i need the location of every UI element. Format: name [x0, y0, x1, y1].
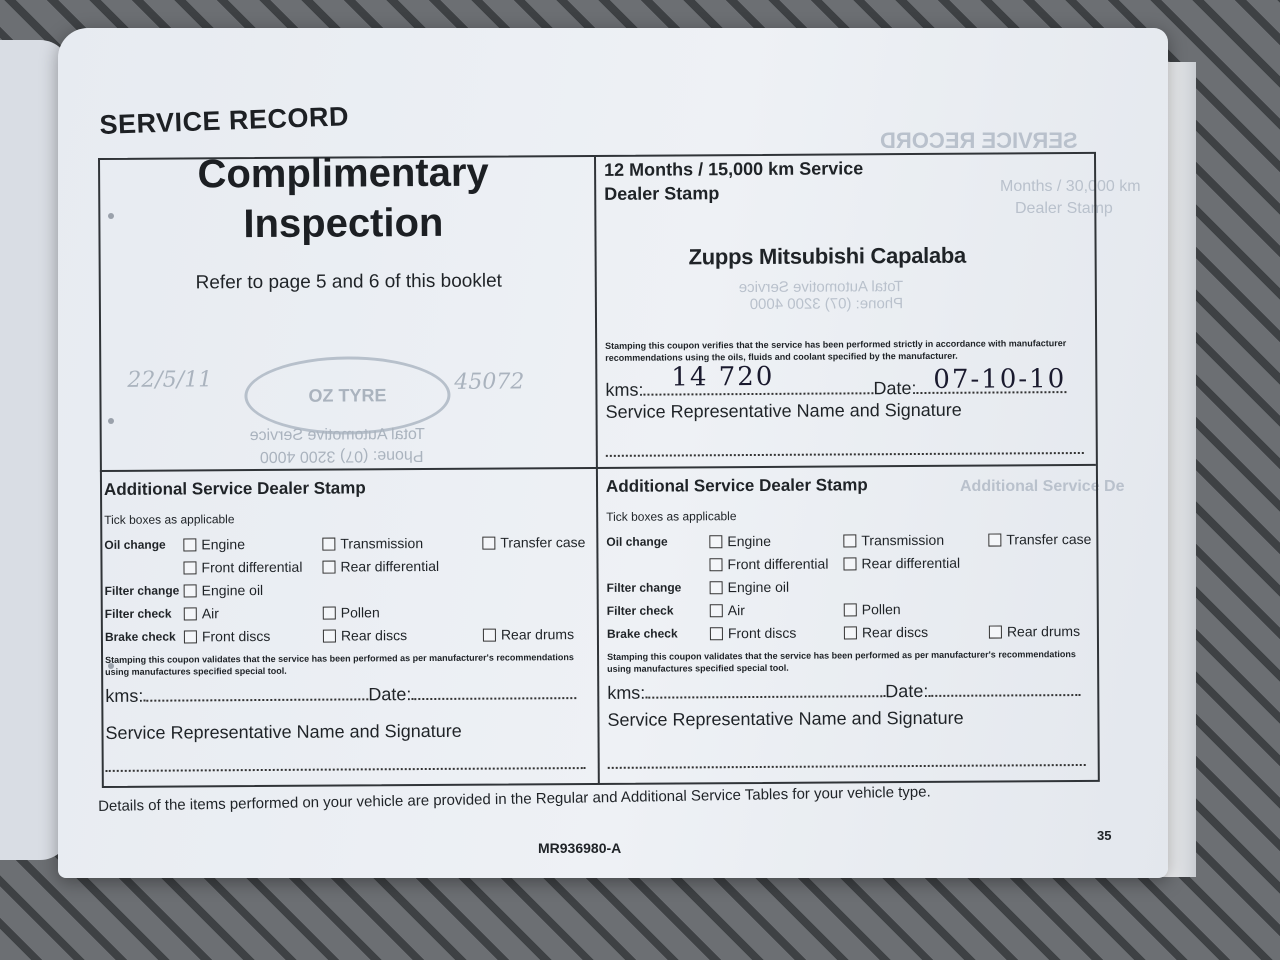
- footer-note: Details of the items performed on your vehicle are provided in the Regular and Additional Service Tables for your vehicle type.: [98, 783, 931, 815]
- checkbox-engine-oil[interactable]: [184, 582, 264, 598]
- checkbox-label: Air: [727, 602, 745, 619]
- checkbox-rear-drums[interactable]: [483, 626, 574, 643]
- faint-stamp-line: Phone: (07) 3200 4000: [749, 295, 904, 314]
- kms-label: kms:: [105, 685, 144, 706]
- kms-label: kms:: [605, 379, 644, 400]
- checkbox-label: Engine oil: [201, 581, 264, 599]
- kms-value: 14 720: [671, 361, 775, 393]
- checkbox-label: Transfer case: [1006, 530, 1092, 548]
- row-label-brake-check: Brake check: [104, 629, 176, 644]
- complimentary-inspection-title: [118, 147, 569, 250]
- dealer-stamp-name: Zupps Mitsubishi Capalaba: [688, 242, 966, 270]
- checkbox-rear-differential[interactable]: [843, 555, 960, 572]
- tick-note: Tick boxes as applicable: [606, 509, 737, 524]
- checkbox-front-differential[interactable]: [183, 559, 302, 576]
- checkbox-front-discs[interactable]: [710, 625, 797, 642]
- checkbox-label: Air: [201, 605, 219, 622]
- checkbox-front-discs[interactable]: [184, 628, 271, 645]
- section-heading: SERVICE RECORD: [99, 101, 350, 140]
- title-line: Inspection: [243, 200, 444, 247]
- stamp-text: Total Automotive Service: [249, 426, 425, 445]
- checkbox-transmission[interactable]: [322, 535, 423, 552]
- additional-service-title: Additional Service Dealer Stamp: [605, 475, 868, 496]
- service-12m-title: [604, 156, 863, 206]
- part-number: MR936980-A: [538, 840, 622, 856]
- checkbox-air[interactable]: [184, 605, 219, 621]
- additional-service-title: Additional Service Dealer Stamp: [103, 478, 366, 499]
- checkbox-label: Front discs: [201, 627, 271, 645]
- show-through-text: Dealer Stamp: [1015, 200, 1113, 217]
- checkbox-label: Front differential: [727, 555, 829, 573]
- service-record-form: [98, 152, 1098, 786]
- checkbox-label: Engine: [727, 532, 771, 550]
- checkbox-label: Engine: [201, 536, 246, 553]
- checkbox-label: Pollen: [340, 604, 380, 621]
- checkbox-engine[interactable]: [183, 536, 245, 552]
- row-label-filter-change: Filter change: [606, 580, 682, 595]
- checkbox-air[interactable]: [710, 602, 745, 618]
- checkbox-label: Pollen: [861, 601, 901, 618]
- kms-date-line: [607, 680, 1080, 704]
- checkbox-label: Front differential: [201, 558, 303, 576]
- faint-stamp-line: Total Automotive Service: [738, 278, 904, 297]
- row-label-filter-check: Filter check: [104, 606, 172, 621]
- checkbox-label: Transmission: [340, 535, 424, 552]
- checkbox-engine-oil[interactable]: [710, 579, 790, 595]
- checkbox-label: Transfer case: [500, 534, 586, 551]
- checkbox-label: Rear differential: [340, 557, 440, 575]
- checkbox-transmission[interactable]: [843, 532, 944, 549]
- checkbox-rear-drums[interactable]: [989, 623, 1080, 640]
- checkbox-rear-discs[interactable]: [323, 627, 407, 644]
- checkbox-label: Rear discs: [861, 623, 929, 641]
- show-through-heading: SERVICE RECORD: [880, 128, 1078, 153]
- stamp-text: Phone: (07) 3200 4000: [259, 447, 424, 466]
- service-disclaimer: Stamping this coupon verifies that the service has been performed strictly in accordance with manufacturer recommendations using the oils, fluids and coolant specified by the manufacturer.: [605, 338, 1067, 363]
- show-through-text: Additional Service De: [960, 478, 1125, 495]
- date-label: Date:: [885, 680, 929, 702]
- stamp-handwriting: 22/5/11: [127, 367, 213, 393]
- date-label: Date:: [368, 684, 412, 705]
- checkbox-label: Rear differential: [861, 554, 961, 572]
- date-label: Date:: [873, 378, 917, 399]
- title-line: Dealer Stamp: [604, 183, 720, 204]
- row-label-filter-change: Filter change: [104, 583, 180, 598]
- signature-label: Service Representative Name and Signature: [605, 399, 962, 422]
- checkbox-label: Front discs: [727, 624, 797, 642]
- checkbox-engine[interactable]: [709, 533, 771, 549]
- page-number: 35: [1097, 828, 1112, 843]
- checkbox-label: Rear drums: [500, 626, 575, 643]
- checkbox-label: Rear discs: [340, 627, 408, 644]
- checkbox-front-differential[interactable]: [709, 556, 828, 573]
- checkbox-rear-differential[interactable]: [322, 558, 439, 575]
- checkbox-pollen[interactable]: [323, 604, 380, 620]
- stamp-handwriting: 45072: [454, 369, 525, 395]
- kms-label: kms:: [607, 682, 646, 703]
- signature-label: Service Representative Name and Signature: [105, 720, 462, 743]
- stamp-badge: OZ TYRE: [308, 384, 387, 406]
- row-label-brake-check: Brake check: [606, 626, 678, 641]
- date-value: 07-10-10: [933, 364, 1067, 395]
- title-line: Complimentary: [197, 150, 489, 197]
- row-label-oil-change: Oil change: [104, 537, 166, 552]
- additional-disclaimer: Stamping this coupon validates that the service has been performed as per manufacturer's recommendations using manufactures specified special tool.: [607, 649, 1076, 674]
- tick-note: Tick boxes as applicable: [104, 512, 235, 527]
- checkbox-label: Engine oil: [727, 578, 790, 596]
- additional-disclaimer: Stamping this coupon validates that the service has been performed as per manufacturer's recommendations using manufactures specified special tool.: [105, 652, 574, 677]
- faint-stamp-text: [739, 278, 903, 313]
- row-label-filter-check: Filter check: [606, 603, 674, 618]
- title-line: 12 Months / 15,000 km Service: [604, 158, 864, 180]
- reference-note: Refer to page 5 and 6 of this booklet: [195, 270, 502, 294]
- show-through-text: Months / 30,000 km: [1000, 178, 1141, 195]
- row-label-oil-change: Oil change: [606, 534, 668, 549]
- signature-label: Service Representative Name and Signature: [607, 707, 964, 730]
- checkbox-transfer-case[interactable]: [988, 531, 1091, 548]
- kms-date-line: [105, 683, 576, 707]
- checkbox-label: Transmission: [861, 531, 945, 549]
- checkbox-pollen[interactable]: [844, 601, 901, 617]
- checkbox-rear-discs[interactable]: [844, 624, 928, 641]
- checkbox-transfer-case[interactable]: [482, 534, 585, 551]
- checkbox-label: Rear drums: [1006, 623, 1081, 640]
